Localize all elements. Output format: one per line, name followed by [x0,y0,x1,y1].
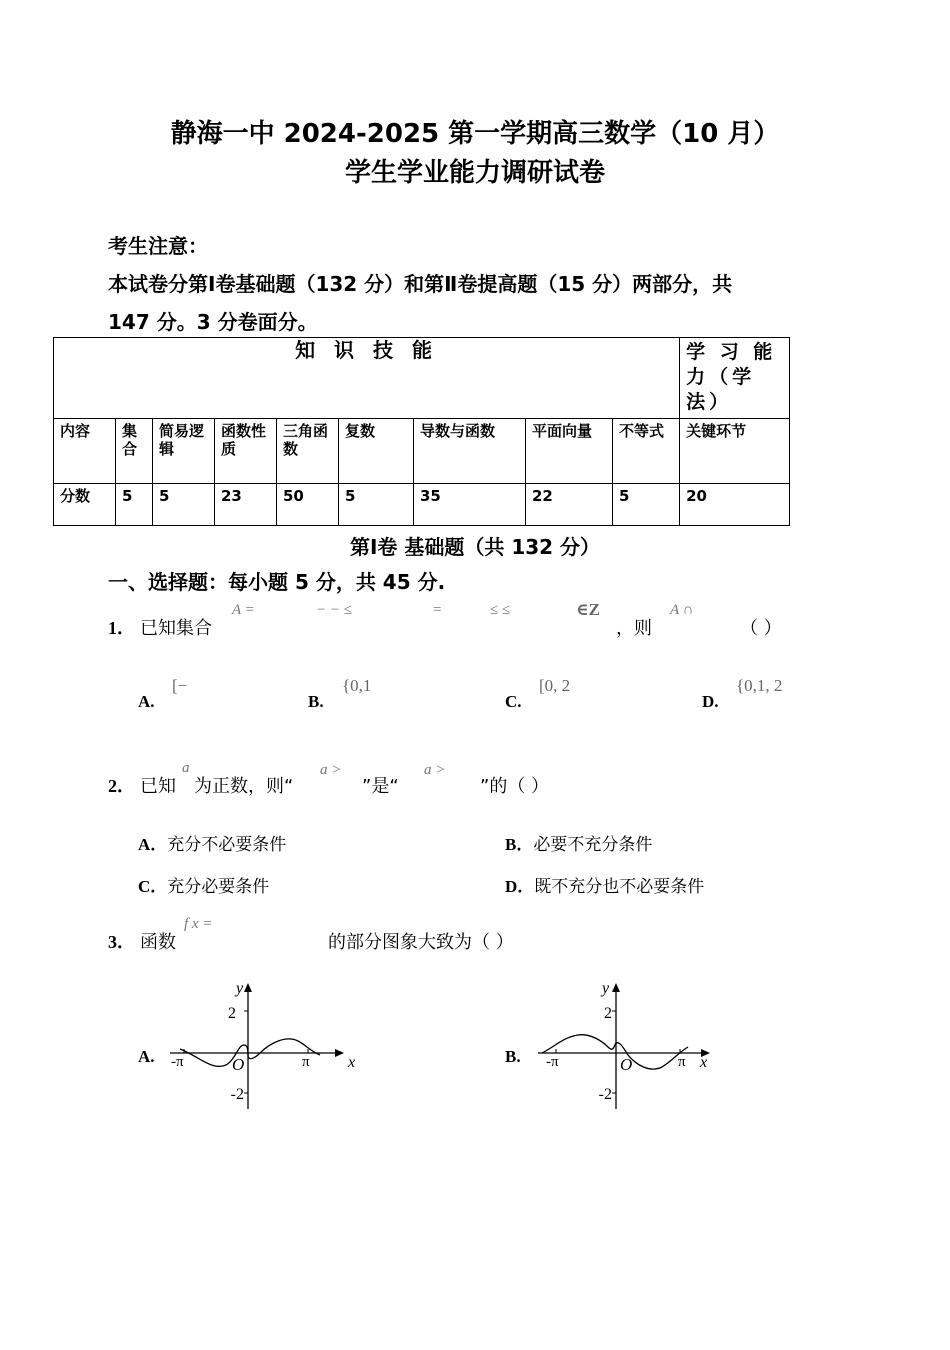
math-fragment: a [182,760,190,776]
option-label: A. [138,1047,155,1066]
x-tick-label-right: π [302,1054,310,1070]
q1-option-c[interactable] [505,676,571,712]
question-text: ”的（ ） [480,776,550,797]
option-math: {0,1 [342,676,372,695]
option-label: C. [505,692,522,711]
x-label: x [348,1054,356,1071]
option-text: 必要不充分条件 [533,835,653,855]
math-fragment: a > [424,762,446,778]
math-fragment: − − ≤ [316,602,352,618]
option-math: [− [172,676,188,695]
question-1 [108,600,908,642]
notice-line2: 147 分。3 分卷面分。 [108,310,318,334]
question-text: 的部分图象大致为（ ） [328,932,514,953]
row-label-score: 分数 [54,484,116,526]
option-label: B． [505,835,534,854]
option-text: 充分不必要条件 [167,835,287,855]
q3-option-b[interactable] [505,1047,521,1067]
option-label: A. [138,692,155,711]
q2-option-c[interactable] [138,872,269,897]
question-text: ，则 [616,618,652,639]
option-label: D. [702,692,719,711]
score-cell: 22 [526,484,613,526]
score-cell: 5 [613,484,680,526]
q1-option-d[interactable] [702,676,783,712]
score-cell: 50 [277,484,339,526]
y-tick-label-bottom: -2 [598,1086,612,1103]
x-tick-label-left: -π [546,1054,559,1070]
math-fragment: a > [320,762,342,778]
option-math: {0,1, 2 [736,676,783,695]
question-number: 2． [108,776,135,796]
graph-b [528,975,728,1115]
option-text: 充分必要条件 [167,877,270,897]
notice-heading: 考生注意： [108,234,208,258]
q2-option-a[interactable] [138,830,286,855]
math-fragment: f x = [184,916,213,932]
part1-title: 第Ⅰ卷 基础题（共 132 分） [349,535,601,559]
learning-ability-header: 学 习 能 力（学 法） [680,338,790,419]
content-cell: 关键环节 [680,419,790,484]
origin-label: O [620,1055,633,1074]
row-label-content: 内容 [54,419,116,484]
option-text: 既不充分也不必要条件 [534,877,705,897]
score-cell: 5 [153,484,215,526]
question-text: 函数 [140,932,176,953]
x-tick-label-left: -π [171,1054,184,1070]
x-axis-arrow-icon [335,1049,344,1057]
option-label: C． [138,877,168,896]
y-tick-label-top: 2 [604,1005,612,1022]
score-cell: 35 [414,484,526,526]
math-fragment: ≤ ≤ [490,602,511,618]
section1-heading: 一、选择题：每小题 5 分，共 45 分. [108,570,446,594]
math-fragment: A = [232,602,255,618]
answer-paren: （ ） [740,618,782,639]
content-cell: 复数 [339,419,414,484]
notice-line1: 本试卷分第Ⅰ卷基础题（132 分）和第Ⅱ卷提高题（15 分）两部分，共 [108,272,733,296]
y-tick-label-top: 2 [228,1005,236,1022]
option-label: D． [505,877,535,896]
option-math: [0, 2 [539,676,571,695]
graph-a [160,975,360,1115]
score-cell: 20 [680,484,790,526]
content-cell: 简易逻辑 [153,419,215,484]
score-table [53,337,790,526]
y-axis-arrow-icon [612,983,620,992]
option-label: B. [308,692,324,711]
x-tick-label-right: π [678,1054,686,1070]
question-number: 3． [108,932,135,952]
y-label: y [602,980,610,997]
question-text: 为正数，则“ [194,776,294,797]
exam-title-line1: 静海一中 2024-2025 第一学期高三数学（10 月） [170,119,780,149]
math-fragment: ∈Z [576,600,600,619]
content-cell: 导数与函数 [414,419,526,484]
question-2 [108,760,908,802]
x-label: x [700,1054,708,1071]
score-cell: 5 [339,484,414,526]
content-cell: 不等式 [613,419,680,484]
score-cell: 23 [215,484,277,526]
content-cell: 集合 [116,419,153,484]
content-cell: 三角函数 [277,419,339,484]
y-tick-label-bottom: -2 [230,1086,244,1103]
y-axis-arrow-icon [244,983,252,992]
question-text: 已知集合 [140,618,212,639]
q1-option-b[interactable] [308,676,372,712]
question-text: 已知 [140,776,176,797]
exam-title-line2: 学生学业能力调研试卷 [344,158,605,188]
score-cell: 5 [116,484,153,526]
origin-label: O [232,1055,245,1074]
question-number: 1． [108,618,135,638]
question-3 [108,916,908,958]
q1-option-a[interactable] [138,676,188,712]
option-label: B. [505,1047,521,1066]
y-label: y [236,980,244,997]
math-fragment: = [432,602,443,618]
option-label: A． [138,835,168,854]
function-curve [542,1035,688,1069]
question-text: ”是“ [362,776,399,797]
math-fragment: A ∩ [670,602,694,618]
q3-option-a[interactable] [138,1047,155,1067]
content-cell: 函数性质 [215,419,277,484]
q2-option-d[interactable] [505,872,704,897]
content-cell: 平面向量 [526,419,613,484]
q2-option-b[interactable] [505,830,652,855]
knowledge-skill-header: 知 识 技 能 [54,338,680,419]
